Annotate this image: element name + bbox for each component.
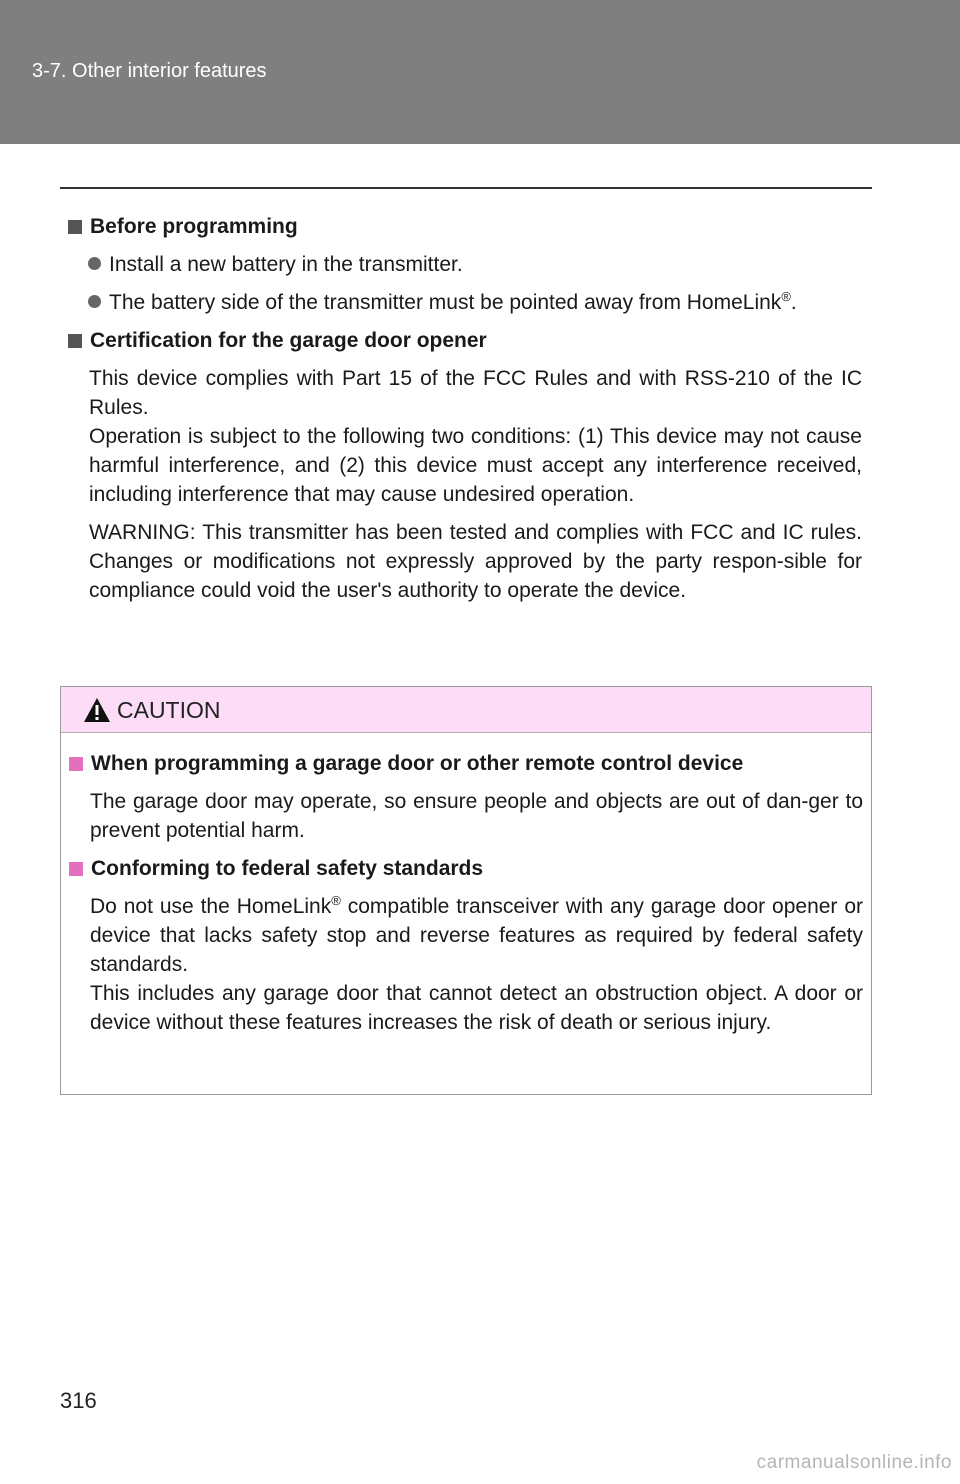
paragraph: This device complies with Part 15 of the FCC Rules and with RSS-210 of the IC Rules. — [89, 367, 862, 419]
main-content — [68, 212, 862, 614]
warning-triangle-icon — [83, 697, 111, 723]
paragraph: This includes any garage door that cannot detect an obstruction object. A door or device without these features increases the risk of death or serious injury. — [90, 982, 863, 1034]
list-item: The battery side of the transmitter must be pointed away from HomeLink®. — [88, 288, 862, 317]
watermark: carmanualsonline.info — [756, 1452, 952, 1473]
chapter-title: 3-7. Other interior features — [32, 60, 267, 82]
paragraph: WARNING: This transmitter has been tested and complies with FCC and IC rules. Changes or modifications not expressly approved by the party respon-sible for compliance could void the user's authority to operate the device. — [89, 521, 862, 602]
page-header — [0, 0, 960, 144]
paragraph: Operation is subject to the following two conditions: (1) This device may not cause harmful interference, and (2) this device must accept any interference received, including interference that may cause undesired operation. — [89, 425, 862, 506]
section-heading-before-programming: Before programming — [68, 212, 862, 241]
caution-header — [61, 687, 871, 733]
caution-heading-programming: When programming a garage door or other remote control device — [69, 749, 863, 778]
paragraph: The garage door may operate, so ensure people and objects are out of dan-ger to prevent potential harm. — [90, 790, 863, 842]
paragraph: Do not use the HomeLink® compatible transceiver with any garage door opener or device that lacks safety stop and reverse features as required by federal safety standards. — [90, 893, 864, 976]
caution-heading-federal-standards: Conforming to federal safety standards — [69, 854, 863, 883]
page-number: 316 — [60, 1388, 97, 1413]
square-bullet-icon — [69, 862, 83, 876]
circle-bullet-icon — [88, 295, 101, 308]
square-bullet-icon — [69, 757, 83, 771]
square-bullet-icon — [68, 334, 82, 348]
section-heading-certification: Certification for the garage door opener — [68, 326, 862, 355]
list-item: Install a new battery in the transmitter. — [88, 250, 862, 279]
header-rule — [60, 187, 872, 189]
square-bullet-icon — [68, 220, 82, 234]
caution-title: CAUTION — [117, 697, 221, 723]
circle-bullet-icon — [88, 257, 101, 270]
caution-box — [60, 686, 872, 1095]
caution-body — [69, 749, 863, 1046]
